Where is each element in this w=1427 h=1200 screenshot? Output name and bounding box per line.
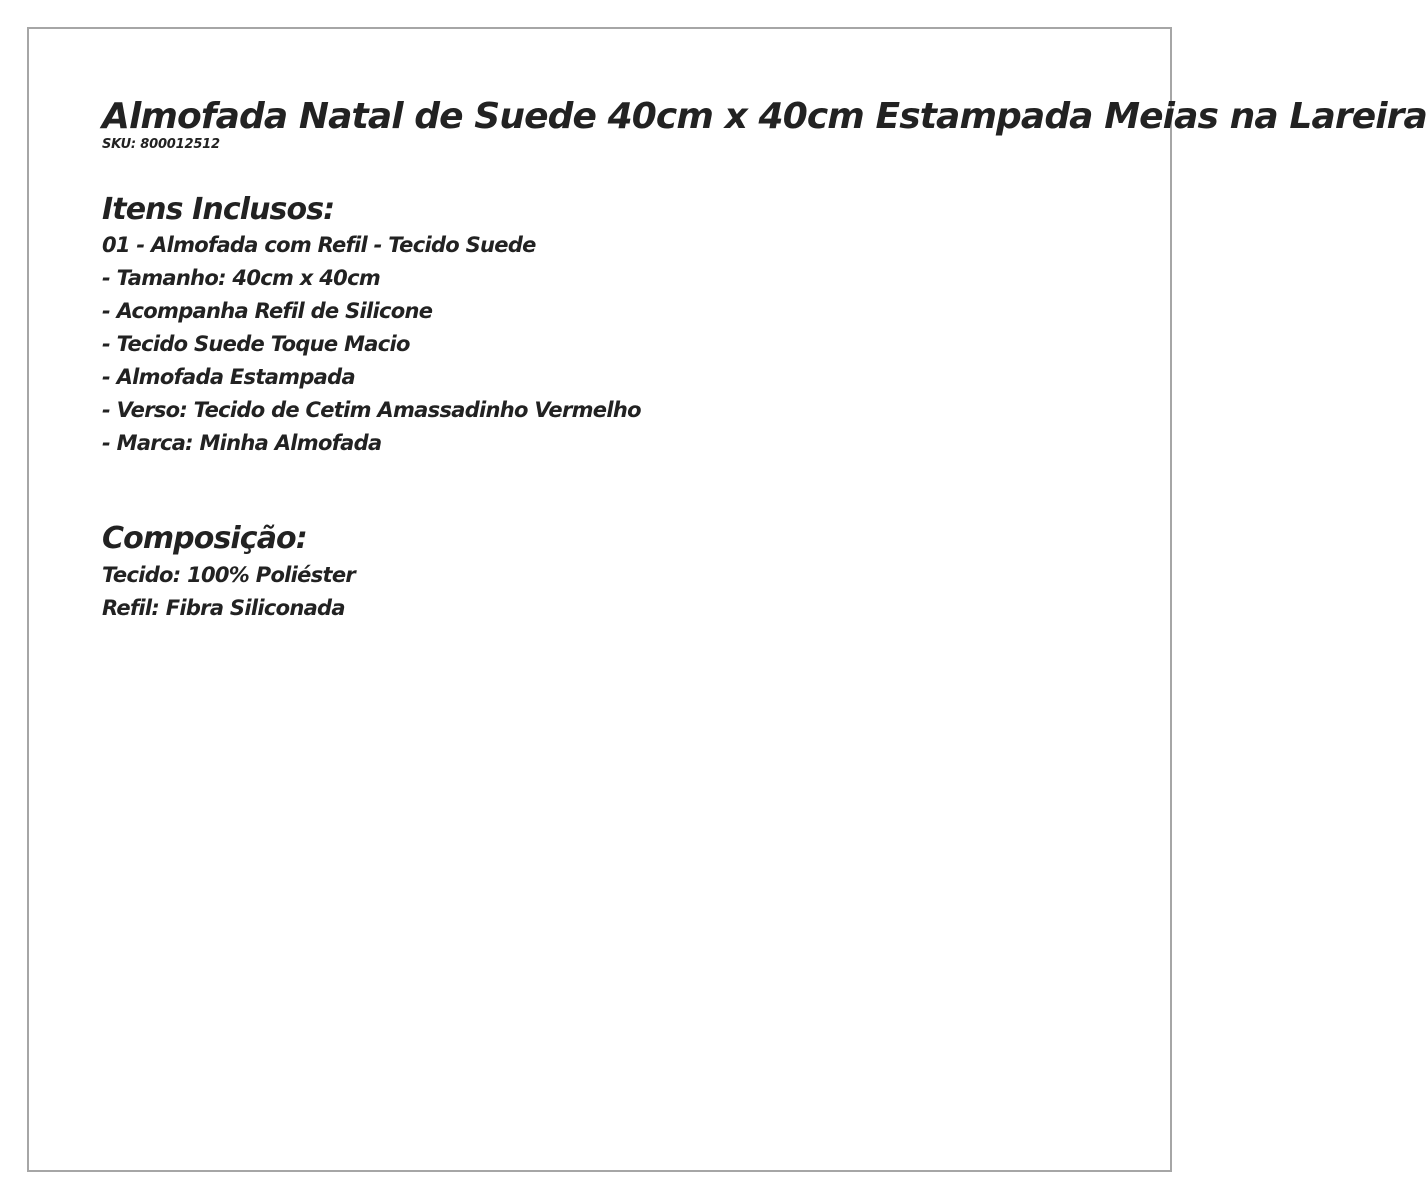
list-item: - Verso: Tecido de Cetim Amassadinho Vermelho bbox=[102, 398, 641, 422]
list-item: - Tecido Suede Toque Macio bbox=[102, 332, 410, 356]
list-item: Refil: Fibra Siliconada bbox=[102, 596, 345, 620]
itens-inclusos-heading: Itens Inclusos: bbox=[102, 192, 335, 227]
list-item: 01 - Almofada com Refil - Tecido Suede bbox=[102, 233, 536, 257]
composicao-heading: Composição: bbox=[102, 521, 307, 556]
list-item: - Acompanha Refil de Silicone bbox=[102, 299, 433, 323]
product-sku: SKU: 800012512 bbox=[102, 137, 220, 152]
list-item: - Tamanho: 40cm x 40cm bbox=[102, 266, 380, 290]
product-description-frame bbox=[27, 27, 1427, 1172]
composicao-list bbox=[102, 559, 355, 625]
list-item: Tecido: 100% Poliéster bbox=[102, 563, 356, 587]
product-title: Almofada Natal de Suede 40cm x 40cm Estampada Meias na Lareira bbox=[102, 96, 1427, 137]
list-item: - Almofada Estampada bbox=[102, 365, 355, 389]
itens-inclusos-list bbox=[102, 229, 641, 460]
list-item: - Marca: Minha Almofada bbox=[102, 431, 382, 455]
